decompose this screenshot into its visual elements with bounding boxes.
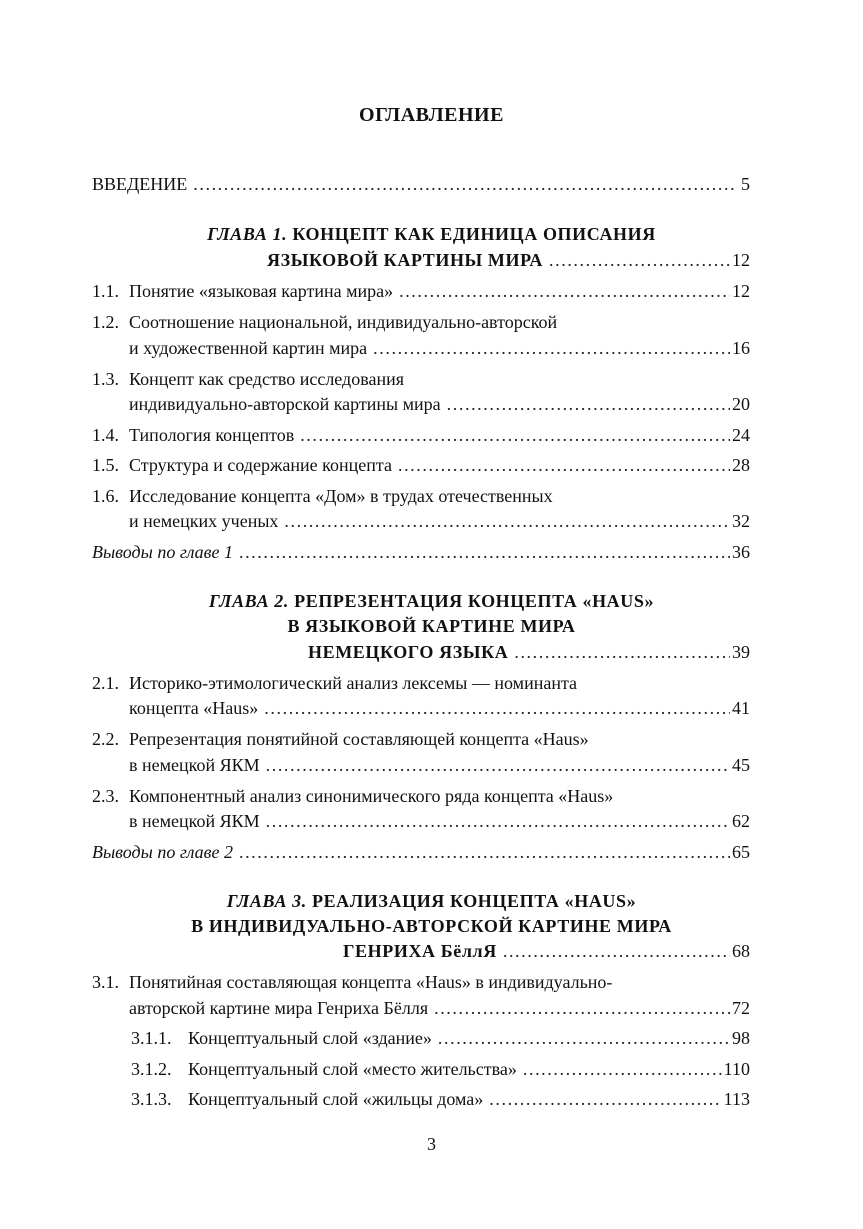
toc-page-number: 24 bbox=[732, 425, 750, 445]
toc-page-number: 113 bbox=[723, 1089, 750, 1109]
toc-entry-continuation bbox=[129, 511, 750, 537]
subsection-number: 3.1.3. bbox=[131, 1089, 172, 1109]
section-number: 1.5. bbox=[92, 455, 119, 475]
chapter-title-line: РЕПРЕЗЕНТАЦИЯ КОНЦЕПТА «HAUS» bbox=[294, 591, 655, 611]
leader-dots bbox=[266, 811, 730, 832]
toc-entry-conclusion bbox=[92, 542, 750, 568]
toc-page-number: 45 bbox=[732, 755, 750, 775]
toc-entry bbox=[92, 786, 750, 812]
toc-entry-label: Выводы по главе 2 bbox=[92, 842, 233, 862]
leader-dots bbox=[193, 174, 734, 195]
section-number: 1.1. bbox=[92, 281, 119, 301]
toc-page-number: 65 bbox=[732, 842, 750, 862]
toc-page-number: 62 bbox=[732, 811, 750, 831]
toc-entry bbox=[92, 729, 750, 755]
leader-dots bbox=[266, 755, 730, 776]
section-number: 1.2. bbox=[92, 312, 119, 332]
toc-entry-label: Концептуальный слой «жильцы дома» bbox=[188, 1089, 484, 1109]
leader-dots bbox=[549, 250, 730, 271]
leader-dots bbox=[264, 698, 730, 719]
toc-entry-label: Историко-этимологический анализ лексемы — номинанта bbox=[129, 673, 578, 693]
section-number: 1.4. bbox=[92, 425, 119, 445]
subsection-number: 3.1.2. bbox=[131, 1059, 172, 1079]
toc-entry-label: авторской картине мира Генриха Бёлля bbox=[129, 998, 429, 1018]
chapter-2-heading bbox=[0, 591, 863, 617]
page-title: ОГЛАВЛЕНИЕ bbox=[359, 104, 504, 126]
toc-entry bbox=[92, 425, 750, 451]
toc-entry-continuation bbox=[129, 698, 750, 724]
section-number: 2.1. bbox=[92, 673, 119, 693]
toc-entry-label: Компонентный анализ синонимического ряда концепта «Haus» bbox=[129, 786, 614, 806]
toc-entry-label: Репрезентация понятийной составляющей концепта «Haus» bbox=[129, 729, 589, 749]
toc-entry-label: Типология концептов bbox=[129, 425, 295, 445]
chapter-title-line-2: В ЯЗЫКОВОЙ КАРТИНЕ МИРА bbox=[287, 616, 576, 636]
leader-dots bbox=[514, 642, 730, 663]
toc-page-number: 98 bbox=[732, 1028, 750, 1048]
toc-entry bbox=[92, 312, 750, 338]
leader-dots bbox=[373, 338, 730, 359]
chapter-title-line: ГЕНРИХА БёллЯ bbox=[343, 941, 497, 961]
chapter-prefix: ГЛАВА 1. bbox=[207, 224, 288, 244]
toc-entry-label: Выводы по главе 1 bbox=[92, 542, 233, 562]
toc-entry-label: в немецкой ЯКМ bbox=[129, 755, 260, 775]
chapter-title-line: НЕМЕЦКОГО ЯЗЫКА bbox=[308, 642, 509, 662]
toc-page-number: 16 bbox=[732, 338, 750, 358]
toc-page-number: 36 bbox=[732, 542, 750, 562]
section-number: 2.3. bbox=[92, 786, 119, 806]
toc-entry-continuation bbox=[129, 811, 750, 837]
toc-subentry bbox=[131, 1089, 750, 1115]
toc-entry-continuation bbox=[129, 998, 750, 1024]
toc-entry-label: и художественной картин мира bbox=[129, 338, 368, 358]
toc-entry-label: Исследование концепта «Дом» в трудах отечественных bbox=[129, 486, 553, 506]
chapter-3-heading bbox=[0, 891, 863, 917]
toc-entry-continuation bbox=[129, 338, 750, 364]
toc-entry bbox=[92, 972, 750, 998]
section-number: 2.2. bbox=[92, 729, 119, 749]
toc-entry-label: и немецких ученых bbox=[129, 511, 279, 531]
toc-entry-label: ВВЕДЕНИЕ bbox=[92, 174, 188, 194]
chapter-title-line: КОНЦЕПТ КАК ЕДИНИЦА ОПИСАНИЯ bbox=[292, 224, 656, 244]
chapter-title-line: ЯЗЫКОВОЙ КАРТИНЫ МИРА bbox=[267, 250, 544, 270]
toc-page-number: 41 bbox=[732, 698, 750, 718]
toc-page-number: 28 bbox=[732, 455, 750, 475]
leader-dots bbox=[239, 842, 730, 863]
toc-page-number: 32 bbox=[732, 511, 750, 531]
toc-entry-continuation bbox=[129, 755, 750, 781]
toc-page-number: 39 bbox=[732, 642, 750, 662]
toc-entry bbox=[92, 486, 750, 512]
toc-page-number: 20 bbox=[732, 394, 750, 414]
leader-dots bbox=[399, 281, 730, 302]
toc-entry-label: концепта «Haus» bbox=[129, 698, 259, 718]
toc-subentry bbox=[131, 1028, 750, 1054]
leader-dots bbox=[284, 511, 730, 532]
chapter-title-line-2: В ИНДИВИДУАЛЬНО-АВТОРСКОЙ КАРТИНЕ МИРА bbox=[191, 916, 672, 936]
leader-dots bbox=[447, 394, 730, 415]
chapter-title-line: РЕАЛИЗАЦИЯ КОНЦЕПТА «HAUS» bbox=[311, 891, 637, 911]
toc-entry-label: Понятие «языковая картина мира» bbox=[129, 281, 394, 301]
chapter-2-heading-end bbox=[308, 642, 750, 668]
section-number: 3.1. bbox=[92, 972, 119, 992]
toc-page-number: 72 bbox=[732, 998, 750, 1018]
toc-subentry bbox=[131, 1059, 750, 1085]
leader-dots bbox=[434, 998, 730, 1019]
leader-dots bbox=[438, 1028, 730, 1049]
toc-entry bbox=[92, 673, 750, 699]
toc-page-number: 110 bbox=[723, 1059, 750, 1079]
leader-dots bbox=[239, 542, 730, 563]
toc-entry-label: Понятийная составляющая концепта «Haus» в индивидуально- bbox=[129, 972, 613, 992]
chapter-prefix: ГЛАВА 2. bbox=[208, 591, 290, 611]
chapter-3-heading-end bbox=[343, 941, 750, 967]
section-number: 1.3. bbox=[92, 369, 119, 389]
toc-entry bbox=[92, 455, 750, 481]
toc-entry-intro bbox=[92, 174, 750, 200]
toc-entry-label: Структура и содержание концепта bbox=[129, 455, 392, 475]
toc-entry-label: в немецкой ЯКМ bbox=[129, 811, 260, 831]
toc-page-number: 5 bbox=[741, 174, 750, 194]
toc-entry-label: Концептуальный слой «место жительства» bbox=[188, 1059, 517, 1079]
chapter-1-heading bbox=[0, 224, 863, 250]
leader-dots bbox=[503, 941, 730, 962]
toc-entry-label: Соотношение национальной, индивидуально-авторской bbox=[129, 312, 558, 332]
toc-entry-continuation bbox=[129, 394, 750, 420]
chapter-1-heading-end bbox=[267, 250, 750, 276]
subsection-number: 3.1.1. bbox=[131, 1028, 172, 1048]
leader-dots bbox=[398, 455, 730, 476]
toc-entry-label: индивидуально-авторской картины мира bbox=[129, 394, 441, 414]
section-number: 1.6. bbox=[92, 486, 119, 506]
toc-entry-label: Концепт как средство исследования bbox=[129, 369, 405, 389]
toc-entry bbox=[92, 369, 750, 395]
leader-dots bbox=[300, 425, 730, 446]
toc-entry-label: Концептуальный слой «здание» bbox=[188, 1028, 432, 1048]
chapter-prefix: ГЛАВА 3. bbox=[226, 891, 307, 911]
toc-page-number: 12 bbox=[732, 250, 750, 270]
leader-dots bbox=[523, 1059, 722, 1080]
leader-dots bbox=[489, 1089, 721, 1110]
toc-page-number: 12 bbox=[732, 281, 750, 301]
toc-page-number: 68 bbox=[732, 941, 750, 961]
toc-entry bbox=[92, 281, 750, 307]
page-number: 3 bbox=[427, 1134, 436, 1154]
toc-entry-conclusion bbox=[92, 842, 750, 868]
